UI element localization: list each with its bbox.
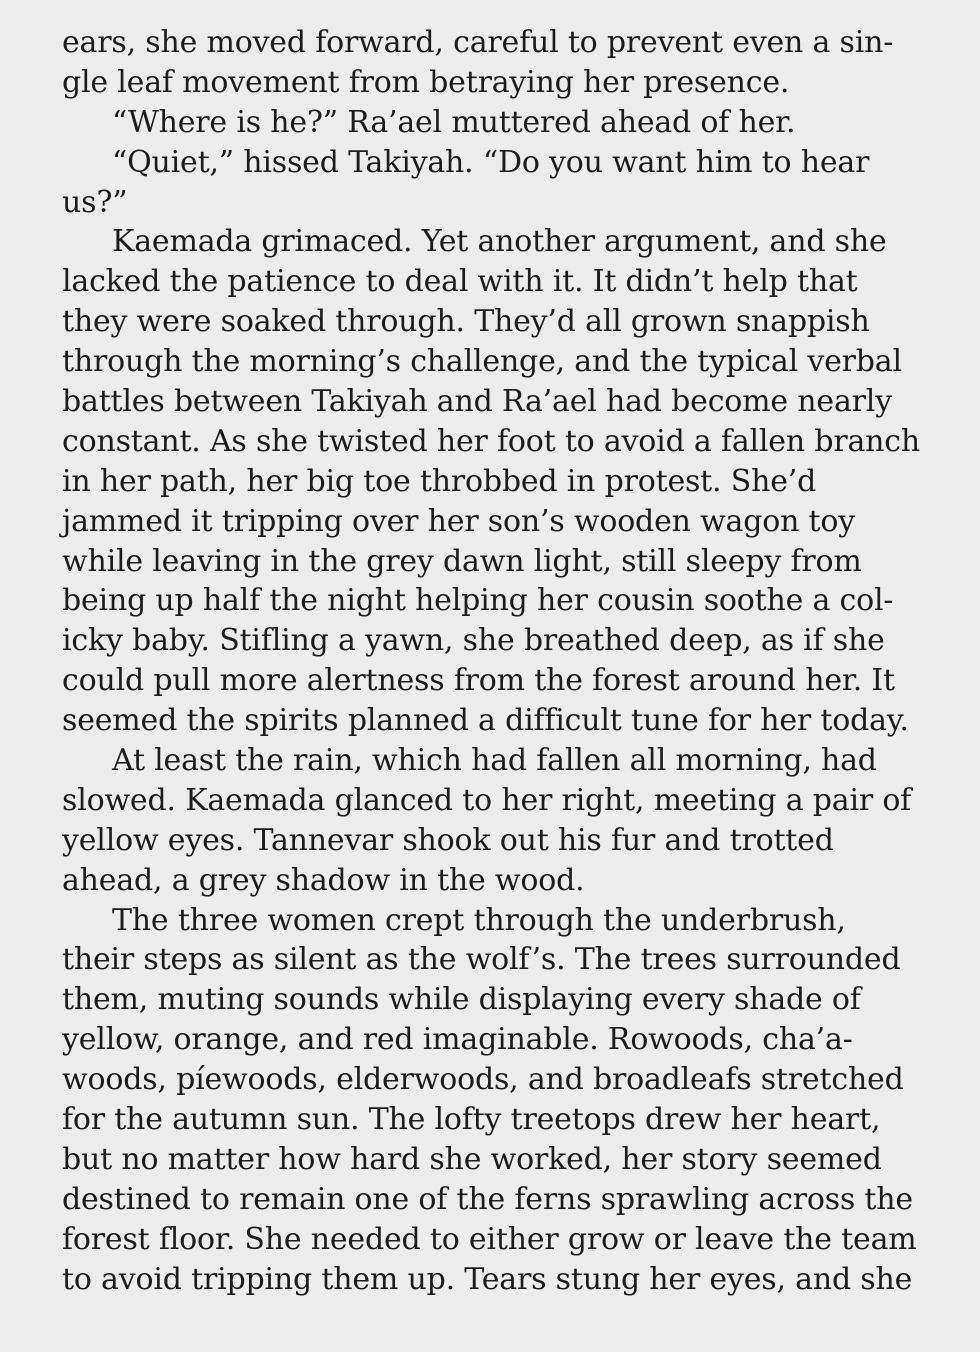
text-line: jammed it tripping over her son’s wooden wagon toy: [62, 503, 856, 539]
text-line: constant. As she twisted her foot to avoid a fallen branch: [62, 423, 920, 459]
text-line: destined to remain one of the ferns sprawling across the: [62, 1181, 913, 1217]
text-line: ahead, a grey shadow in the wood.: [62, 862, 585, 898]
text-line: could pull more alertness from the forest around her. It: [62, 663, 895, 699]
text-line: seemed the spirits planned a difficult tune for her today.: [62, 703, 909, 739]
text-line: slowed. Kaemada glanced to her right, meeting a pair of: [62, 782, 912, 818]
text-line: them, muting sounds while displaying every shade of: [62, 982, 861, 1018]
text-line: The three women crept through the underbrush,: [112, 902, 846, 938]
text-line: “Where is he?” Ra’ael muttered ahead of her.: [112, 104, 796, 140]
text-line: being up half the night helping her cousin soothe a col-: [62, 583, 894, 619]
text-line: to avoid tripping them up. Tears stung her eyes, and she: [62, 1261, 913, 1297]
text-line: yellow eyes. Tannevar shook out his fur and trotted: [62, 822, 834, 858]
text-line: their steps as silent as the wolf’s. The trees surrounded: [62, 942, 901, 978]
text-line: but no matter how hard she worked, her story seemed: [62, 1141, 882, 1177]
text-line: icky baby. Stifling a yawn, she breathed deep, as if she: [62, 623, 885, 659]
text-line: At least the rain, which had fallen all morning, had: [112, 743, 877, 779]
text-line: for the autumn sun. The lofty treetops drew her heart,: [62, 1102, 881, 1138]
text-line: “Quiet,” hissed Takiyah. “Do you want him to hear: [112, 144, 870, 180]
text-line: us?”: [62, 184, 128, 220]
text-line: Kaemada grimaced. Yet another argument, and she: [112, 224, 887, 260]
text-line: woods, píewoods, elderwoods, and broadleafs stretched: [62, 1062, 904, 1098]
text-line: lacked the patience to deal with it. It didn’t help that: [62, 264, 858, 300]
text-line: they were soaked through. They’d all grown snappish: [62, 304, 870, 340]
page-text: [62, 23, 960, 1300]
text-line: yellow, orange, and red imaginable. Rowoods, cha’a-: [62, 1022, 853, 1058]
text-line: in her path, her big toe throbbed in protest. She’d: [62, 463, 817, 499]
text-line: while leaving in the grey dawn light, still sleepy from: [62, 543, 862, 579]
text-line: through the morning’s challenge, and the typical verbal: [62, 344, 902, 380]
text-line: battles between Takiyah and Ra’ael had become nearly: [62, 384, 892, 420]
text-line: forest floor. She needed to either grow or leave the team: [62, 1221, 917, 1257]
text-line: gle leaf movement from betraying her presence.: [62, 64, 790, 100]
text-line: ears, she moved forward, careful to prevent even a sin-: [62, 25, 894, 60]
